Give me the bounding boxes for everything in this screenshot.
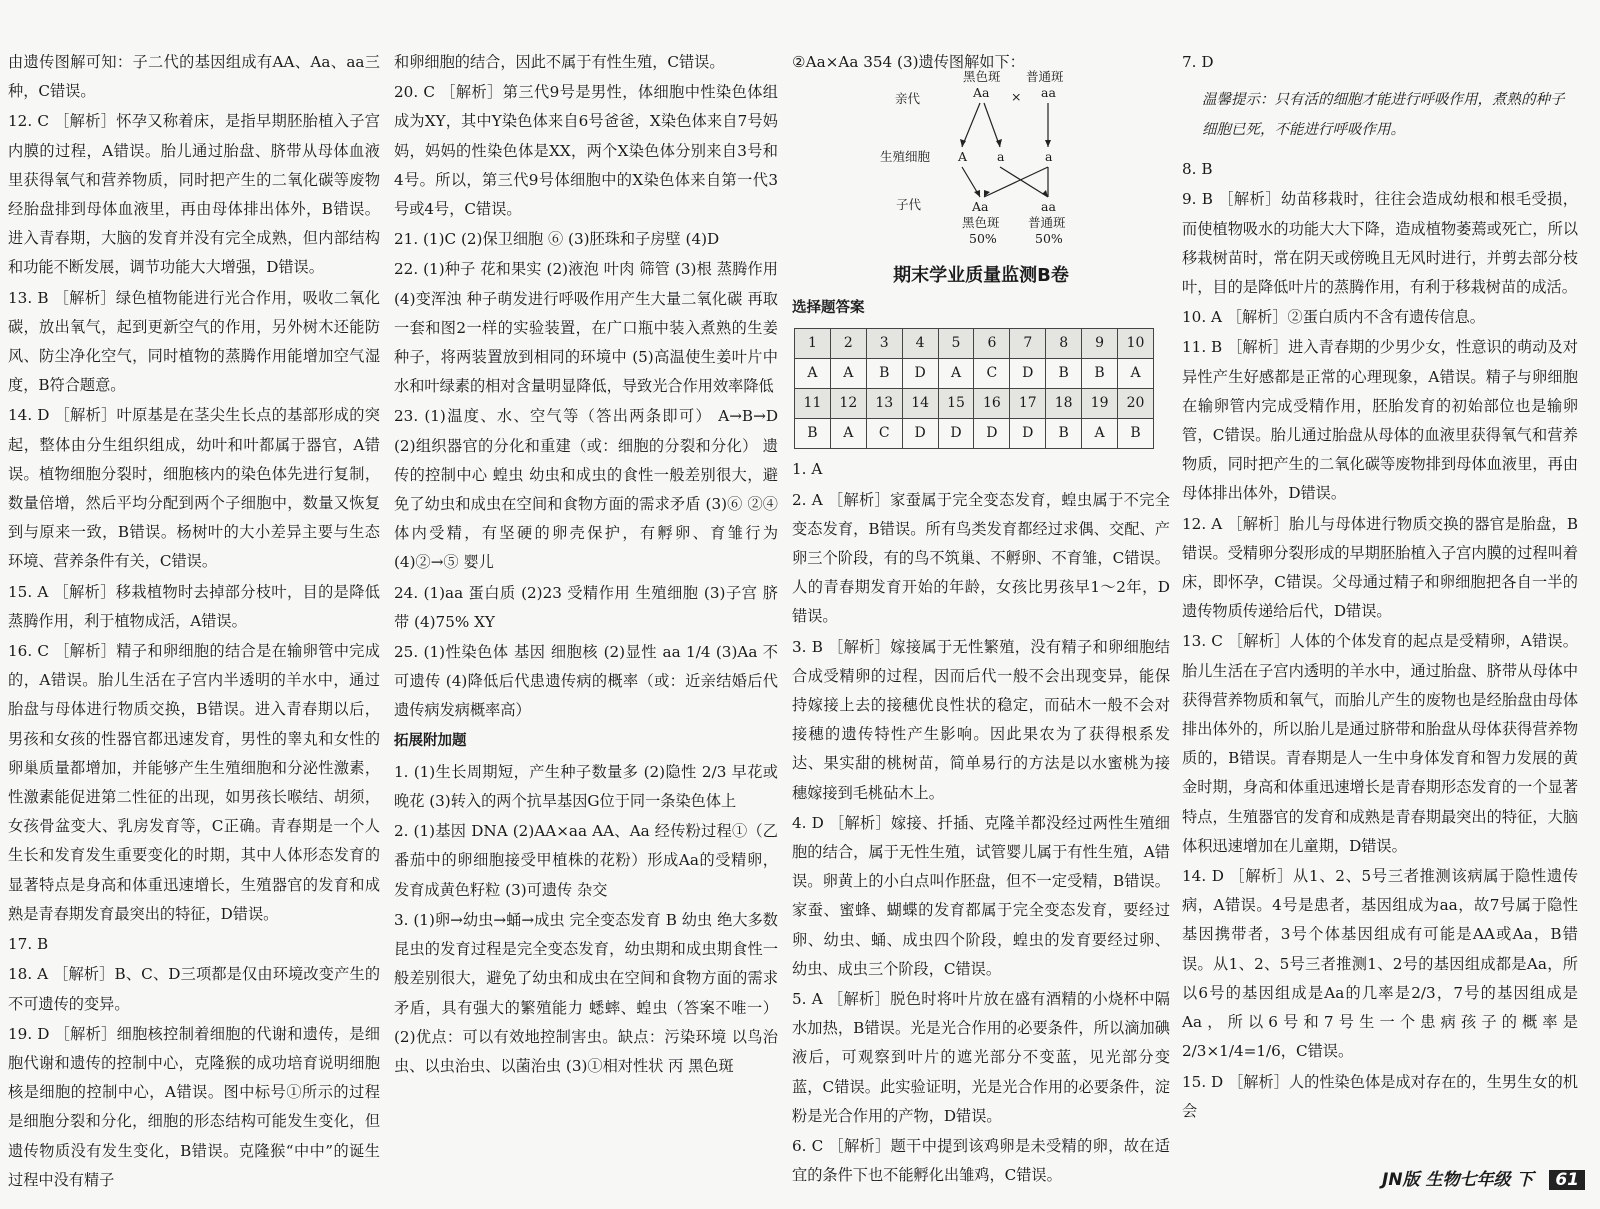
answer-table-cell: 1 bbox=[795, 328, 831, 358]
answer-table-cell: 12 bbox=[830, 389, 866, 419]
gamete: a bbox=[1045, 149, 1053, 165]
answer-table-cell: A bbox=[1118, 358, 1154, 388]
answer-table-cell: 2 bbox=[830, 328, 866, 358]
normal-spot-label: 普通斑 bbox=[1026, 69, 1064, 85]
answer-item: 6. C ［解析］题干中提到该鸡卵是未受精的卵，故在适宜的条件下也不能孵化出雏鸡，C错误。 bbox=[792, 1137, 1170, 1185]
child-trait: 黑色斑 bbox=[962, 215, 1000, 231]
answer-table-cell: 20 bbox=[1118, 389, 1154, 419]
answer-item: ②Aa×Aa 354 (3)遗传图解如下： bbox=[792, 53, 1025, 71]
answer-item: 3. (1)卵→幼虫→蛹→成虫 完全变态发育 B 幼虫 绝大多数昆虫的发育过程是完全变态发育，幼虫期和成虫期食性一般差别很大，避免了幼虫和成虫在空间和食物方面的需求矛盾，具有强大的繁殖能力 蟋蟀、蝗虫（答案不唯一） (2)优点：可以有效地控制害虫。缺点：污染环境 以鸟治虫、以虫治虫、以菌治虫 (3)①相对性状 丙 黑色斑 bbox=[394, 910, 778, 1075]
answer-item: 15. D ［解析］人的性染色体是成对存在的，生男生女的机会 bbox=[1182, 1072, 1578, 1120]
answer-table-cell: 18 bbox=[1046, 389, 1082, 419]
subject-label: 生物七年级 bbox=[1425, 1170, 1511, 1190]
answer-item: 16. C ［解析］精子和卵细胞的结合是在输卵管中完成的，A错误。胎儿生活在子宫内半透明的羊水中，通过胎盘与母体进行物质交换，B错误。进入青春期以后，男孩和女孩的性器官都迅速发育，男性的睾丸和女性的卵巢质量都增加，并能够产生生殖细胞和分泌性激素，性激素能促进第二性征的出现，如男孩长喉结、胡须，女孩骨盆变大、乳房发育等，C正确。青春期是一个人生长和发育发生重要变化的时期，其中人体形态发育的显著特点是身高和体重迅速增长，生殖器官的发育和成熟是青春期发育最突出的特征，D错误。 bbox=[8, 642, 380, 923]
answer-table-cell: 10 bbox=[1118, 328, 1154, 358]
answer-table-cell: 3 bbox=[866, 328, 902, 358]
genetic-diagram bbox=[792, 69, 1170, 253]
answer-table-cell: 11 bbox=[795, 389, 831, 419]
answer-item: 22. (1)种子 花和果实 (2)液泡 叶肉 筛管 (3)根 蒸腾作用 (4)变浑浊 种子萌发进行呼吸作用产生大量二氧化碳 再取一套和图2一样的实验装置，在广口瓶中装入煮熟的生姜种子，将两装置放到相同的环境中 (5)高温使生姜叶片中水和叶绿素的相对含量明显降低，导致光合作用效率降低 bbox=[394, 260, 778, 396]
gamete: a bbox=[997, 149, 1005, 165]
answer-item: 13. B ［解析］绿色植物能进行光合作用，吸收二氧化碳，放出氧气，起到更新空气的作用，另外树木还能防风、防尘净化空气，同时植物的蒸腾作用能增加空气湿度，B符合题意。 bbox=[8, 288, 380, 395]
gamete: A bbox=[958, 149, 968, 165]
answer-table-cell: 5 bbox=[938, 328, 974, 358]
answer-item: 11. B ［解析］进入青春期的少男少女，性意识的萌动及对异性产生好感都是正常的心理现象，A错误。精子与卵细胞在输卵管内完成受精作用，胚胎发育的初始部位也是输卵管，C错误。胎儿通过胎盘从母体的血液里获得氧气和营养物质，同时把产生的二氧化碳等废物排到母体血液里，再由母体排出体外，D错误。 bbox=[1182, 338, 1578, 503]
parents-label: 亲代 bbox=[895, 91, 921, 107]
section-heading: 拓展附加题 bbox=[394, 732, 467, 749]
answer-table-cell: B bbox=[1046, 419, 1082, 449]
answer-table-cell: B bbox=[1046, 358, 1082, 388]
answer-table-cell: 9 bbox=[1082, 328, 1118, 358]
gametes-label: 生殖细胞 bbox=[880, 149, 931, 165]
tip-note: 温馨提示：只有活的细胞才能进行呼吸作用，煮熟的种子细胞已死，不能进行呼吸作用。 bbox=[1202, 92, 1565, 139]
answer-table-cell: 6 bbox=[974, 328, 1010, 358]
answer-item: 12. C ［解析］怀孕又称着床，是指早期胚胎植入子宫内膜的过程，A错误。胎儿通过胎盘、脐带从母体血液里获得氧气和营养物质，同时把产生的二氧化碳等废物经胎盘排到母体血液里，再由母体排出体外，B错误。进入青春期，大脑的发育并没有完全成熟，但内部结构和功能不断发展，调节功能大大增强，D错误。 bbox=[8, 112, 380, 277]
answer-item: 15. A ［解析］移栽植物时去掉部分枝叶，目的是降低蒸腾作用，利于植物成活，A错误。 bbox=[8, 582, 380, 630]
answer-table-number-row bbox=[795, 389, 1154, 419]
answer-item: 2. A ［解析］家蚕属于完全变态发育，蝗虫属于不完全变态发育，B错误。所有鸟类发育都经过求偶、交配、产卵三个阶段，有的鸟不筑巢、不孵卵、不育雏，C错误。人的青春期发育开始的年龄，女孩比男孩早1～2年，D错误。 bbox=[792, 490, 1170, 626]
black-spot-label: 黑色斑 bbox=[963, 69, 1001, 85]
answer-table-cell: A bbox=[830, 419, 866, 449]
page-number: 61 bbox=[1549, 1170, 1585, 1190]
answer-table-cell: D bbox=[902, 358, 938, 388]
answer-item: 9. B ［解析］幼苗移栽时，往往会造成幼根和根毛受损，而使植物吸水的功能大大下降，造成植物萎蔫或死亡，所以移栽树苗时，常在阴天或傍晚且无风时进行，并剪去部分枝叶，目的是降低叶片的蒸腾作用，有利于移栽树苗的成活。 bbox=[1182, 190, 1578, 297]
answer-item: 3. B ［解析］嫁接属于无性繁殖，没有精子和卵细胞结合成受精卵的过程，因而后代一般不会出现变异，能保持嫁接上去的接穗优良性状的稳定，而砧木一般不会对接穗的遗传特性产生影响。因此果农为了获得根系发达、果实甜的桃树苗，简单易行的方法是以水蜜桃为接穗嫁接到毛桃砧木上。 bbox=[792, 637, 1170, 802]
answer-table-cell: C bbox=[974, 358, 1010, 388]
answer-item: 18. A ［解析］B、C、D三项都是仅由环境改变产生的不可遗传的变异。 bbox=[8, 965, 380, 1013]
answer-item: 13. C ［解析］人体的个体发育的起点是受精卵，A错误。胎儿生活在子宫内透明的羊水中，通过胎盘、脐带从母体中获得营养物质和氧气，而胎儿产生的废物也是经胎盘由母体排出体外的，所以胎儿是通过脐带和胎盘从母体获得营养物质的，B错误。青春期是人一生中身体发育和智力发展的黄金时期，身高和体重迅速增长是青春期形态发育的一个显著特点，生殖器官的发育和成熟是青春期最突出的特征，大脑体积迅速增加在儿童期，D错误。 bbox=[1182, 632, 1578, 855]
child-trait: 普通斑 bbox=[1028, 215, 1066, 231]
answers-heading: 选择题答案 bbox=[792, 300, 865, 317]
answer-table-cell: A bbox=[938, 358, 974, 388]
answer-item: 12. A ［解析］胎儿与母体进行物质交换的器官是胎盘，B错误。受精卵分裂形成的早期胚胎植入子宫内膜的过程叫着床，即怀孕，C错误。父母通过精子和卵细胞把各自一半的遗传物质传递给后代，D错误。 bbox=[1182, 514, 1578, 621]
answer-item: 1. A bbox=[792, 460, 823, 479]
answer-table-cell: D bbox=[902, 419, 938, 449]
answer-table-cell: 8 bbox=[1046, 328, 1082, 358]
answer-column-4 bbox=[1182, 48, 1578, 1126]
answer-table-cell: D bbox=[1010, 358, 1046, 388]
parent-genotype: Aa bbox=[973, 85, 990, 101]
answer-table-cell: D bbox=[974, 419, 1010, 449]
answer-item: 8. B bbox=[1182, 160, 1213, 179]
answer-table-cell: A bbox=[1082, 419, 1118, 449]
answer-table-cell: D bbox=[1010, 419, 1046, 449]
answer-item: 5. A ［解析］脱色时将叶片放在盛有酒精的小烧杯中隔水加热，B错误。光是光合作用的必要条件，所以滴加碘液后，可观察到叶片的遮光部分不变蓝，见光部分变蓝，C错误。此实验证明，光是光合作用的必要条件，淀粉是光合作用的产物，D错误。 bbox=[792, 990, 1170, 1125]
answer-item: 由遗传图解可知：子二代的基因组成有AA、Aa、aa三种，C错误。 bbox=[8, 53, 380, 101]
answer-table-cell: 16 bbox=[974, 389, 1010, 419]
answer-item: 7. D bbox=[1182, 53, 1214, 71]
child-genotype: aa bbox=[1041, 199, 1056, 215]
answer-item: 14. D ［解析］从1、2、5号三者推测该病属于隐性遗传病，A错误。4号是患者，基因组成为aa，故7号属于隐性基因携带者，3号个体基因组成有可能是AA或Aa，B错误。从1、2、5号三者推测1、2号的基因组成都是Aa，所以6号的基因组成是Aa的几率是2/3，7号的基因组成是Aa，所以6号和7号生一个患病孩子的概率是2/3×1/4=1/6，C错误。 bbox=[1182, 867, 1578, 1061]
page-footer bbox=[1382, 1165, 1585, 1190]
answer-table-number-row bbox=[795, 328, 1154, 358]
volume-label: 下 bbox=[1516, 1170, 1534, 1190]
answer-table-cell: A bbox=[830, 358, 866, 388]
answer-table-answer-row bbox=[795, 419, 1154, 449]
answer-item: 20. C ［解析］第三代9号是男性，体细胞中性染色体组成为XY，其中Y染色体来自6号爸爸，X染色体来自7号妈妈，妈妈的性染色体是XX，两个X染色体分别来自3号和4号。所以，第三代9号体细胞中的X染色体来自第一代3号或4号，C错误。 bbox=[394, 83, 778, 219]
answer-table-cell: 15 bbox=[938, 389, 974, 419]
edition-label: JN版 bbox=[1382, 1170, 1420, 1190]
section-title: 期末学业质量监测B卷 bbox=[893, 265, 1069, 287]
answer-table-cell: A bbox=[795, 358, 831, 388]
child-percentage: 50% bbox=[969, 231, 997, 247]
answer-column-3 bbox=[792, 48, 1170, 1191]
answer-table-cell: 7 bbox=[1010, 328, 1046, 358]
child-percentage: 50% bbox=[1035, 231, 1063, 247]
answer-table-cell: 19 bbox=[1082, 389, 1118, 419]
answer-table-cell: D bbox=[938, 419, 974, 449]
answer-item: 25. (1)性染色体 基因 细胞核 (2)显性 aa 1/4 (3)Aa 不可遗传 (4)降低后代患遗传病的概率（或：近亲结婚后代遗传病发病概率高） bbox=[394, 643, 778, 720]
answer-table-cell: 14 bbox=[902, 389, 938, 419]
answer-column-2 bbox=[394, 48, 778, 1081]
answer-table-cell: B bbox=[1082, 358, 1118, 388]
answer-item: 2. (1)基因 DNA (2)AA×aa AA、Aa 经传粉过程①（乙番茄中的卵细胞接受甲植株的花粉）形成Aa的受精卵，发育成黄色籽粒 (3)可遗传 杂交 bbox=[394, 822, 778, 899]
answer-table-cell: C bbox=[866, 419, 902, 449]
answer-item: 1. (1)生长周期短，产生种子数量多 (2)隐性 2/3 早花或晚花 (3)转入的两个抗旱基因G位于同一条染色体上 bbox=[394, 762, 778, 811]
answer-item: 23. (1)温度、水、空气等（答出两条即可） A→B→D (2)组织器官的分化和重建（或：细胞的分裂和分化） 遗传的控制中心 蝗虫 幼虫和成虫的食性一般差别很大，避免了幼虫和成虫在空间和食物方面的需求矛盾 (3)⑥ ②④ 体内受精，有坚硬的卵壳保护，有孵卵、育雏行为 (4)②→⑤ 婴儿 bbox=[394, 407, 778, 572]
answer-table-cell: 13 bbox=[866, 389, 902, 419]
answer-table-cell: B bbox=[1118, 419, 1154, 449]
answer-item: 和卵细胞的结合，因此不属于有性生殖，C错误。 bbox=[394, 53, 725, 71]
answer-item: 21. (1)C (2)保卫细胞 ⑥ (3)胚珠和子房壁 (4)D bbox=[394, 230, 720, 249]
answer-table-cell: B bbox=[866, 358, 902, 388]
answer-item: 4. D ［解析］嫁接、扦插、克隆羊都没经过两性生殖细胞的结合，属于无性生殖，试管婴儿属于有性生殖，A错误。卵黄上的小白点叫作胚盘，但不一定受精，B错误。家蚕、蜜蜂、蝴蝶的发育都属于完全变态发育，要经过卵、幼虫、蛹、成虫四个阶段，蝗虫的发育要经过卵、幼虫、成虫三个阶段，C错误。 bbox=[792, 813, 1170, 978]
answer-column-1 bbox=[8, 48, 380, 1195]
answer-table-cell: B bbox=[795, 419, 831, 449]
answer-table-cell: 17 bbox=[1010, 389, 1046, 419]
offspring-label: 子代 bbox=[896, 197, 922, 213]
answer-item: 19. D ［解析］细胞核控制着细胞的代谢和遗传，是细胞代谢和遗传的控制中心，克隆猴的成功培育说明细胞核是细胞的控制中心，A错误。图中标号①所示的过程是细胞分裂和分化，细胞的形态结构可能发生变化，但遗传物质没有发生变化，B错误。克隆猴“中中”的诞生过程中没有精子 bbox=[8, 1024, 380, 1189]
answer-table bbox=[794, 328, 1154, 450]
parent-genotype: aa bbox=[1041, 85, 1056, 101]
answer-table-answer-row bbox=[795, 358, 1154, 388]
cross-symbol: × bbox=[1011, 89, 1022, 105]
answer-item: 17. B bbox=[8, 935, 49, 954]
answer-item: 14. D ［解析］叶原基是在茎尖生长点的基部形成的突起，整体由分生组织组成，幼叶和叶都属于器官，A错误。植物细胞分裂时，细胞核内的染色体先进行复制，数量倍增，然后平均分配到两个子细胞中，数量又恢复到与原来一致，B错误。杨树叶的大小差异主要与生态环境、营养条件有关，C错误。 bbox=[8, 406, 380, 571]
answer-item: 10. A ［解析］②蛋白质内不含有遗传信息。 bbox=[1182, 308, 1485, 327]
child-genotype: Aa bbox=[972, 199, 989, 215]
answer-table-cell: 4 bbox=[902, 328, 938, 358]
answer-item: 24. (1)aa 蛋白质 (2)23 受精作用 生殖细胞 (3)子宫 脐带 (4)75% XY bbox=[394, 583, 778, 631]
